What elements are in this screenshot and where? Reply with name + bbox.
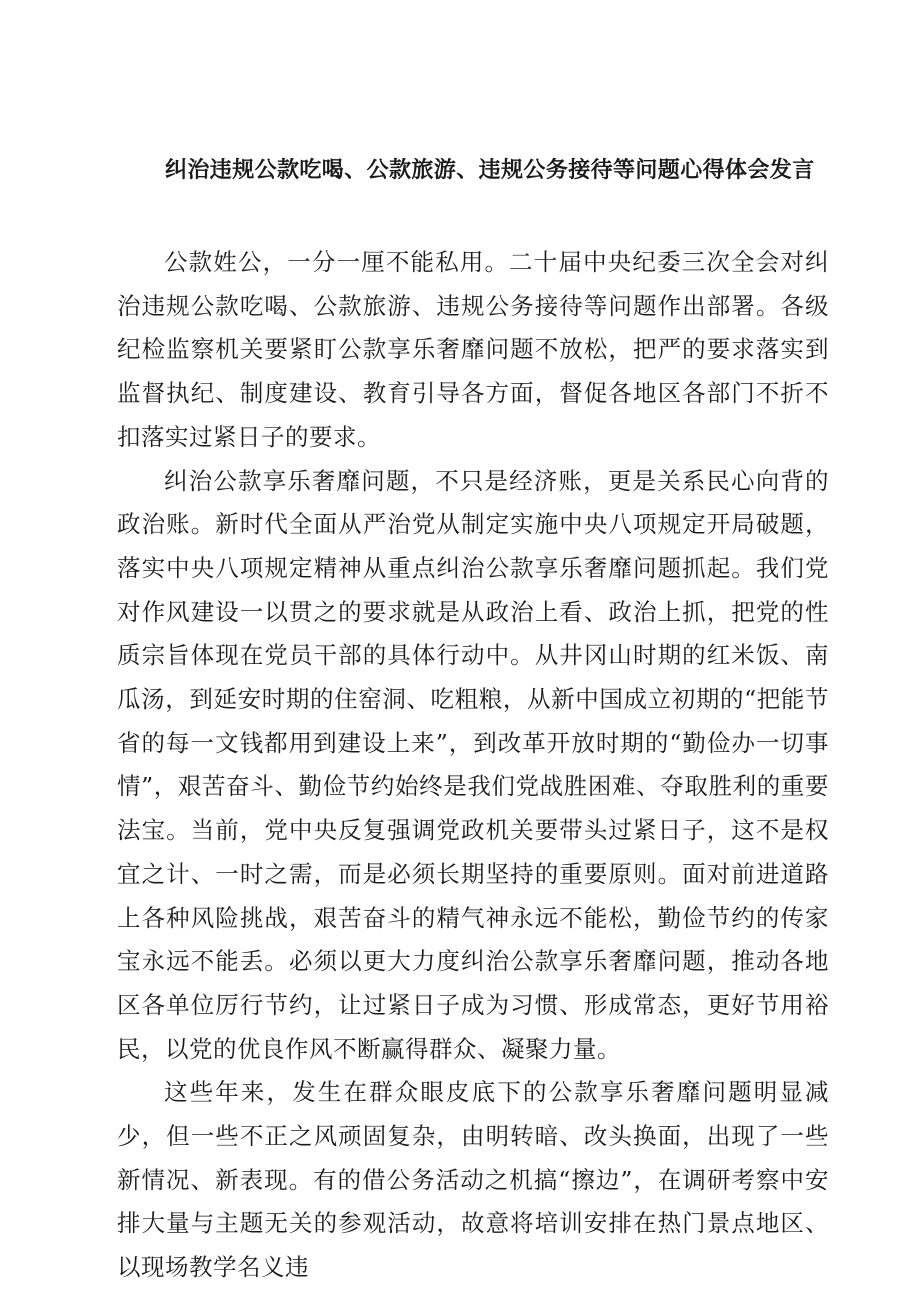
document-body: [117, 241, 829, 1290]
paragraph-1: 公款姓公，一分一厘不能私用。二十届中央纪委三次全会对纠治违规公款吃喝、公款旅游、违规公务接待等问题作出部署。各级纪检监察机关要紧盯公款享乐奢靡问题不放松，把严的要求落实到监督执纪、制度建设、教育引导各方面，督促各地区各部门不折不扣落实过紧日子的要求。: [117, 248, 829, 451]
paragraph-3: 这些年来，发生在群众眼皮底下的公款享乐奢靡问题明显减少，但一些不正之风顽固复杂，由明转暗、改头换面，出现了一些新情况、新表现。有的借公务活动之机搞“擦边”，在调研考察中安排大量与主题无关的参观活动，故意将培训安排在热门景点地区、以现场教学名义违: [117, 1078, 829, 1282]
document-title: 纠治违规公款吃喝、公款旅游、违规公务接待等问题心得体会发言: [165, 158, 815, 183]
paragraph-2: 纠治公款享乐奢靡问题，不只是经济账，更是关系民心向背的政治账。新时代全面从严治党从制定实施中央八项规定开局破题，落实中央八项规定精神从重点纠治公款享乐奢靡问题抓起。我们党对作风建设一以贯之的要求就是从政治上看、政治上抓，把党的性质宗旨体现在党员干部的具体行动中。从井冈山时期的红米饭、南瓜汤，到延安时期的住窑洞、吃粗粮，从新中国成立初期的“把能节省的每一文钱都用到建设上来”，到改革开放时期的“勤俭办一切事情”，艰苦奋斗、勤俭节约始终是我们党战胜困难、夺取胜利的重要法宝。当前，党中央反复强调党政机关要带头过紧日子，这不是权宜之计、一时之需，而是必须长期坚持的重要原则。面对前进道路上各种风险挑战，艰苦奋斗的精气神永远不能松，勤俭节约的传家宝永远不能丢。必须以更大力度纠治公款享乐奢靡问题，推动各地区各单位厉行节约，让过紧日子成为习惯、形成常态，更好节用裕民，以党的优良作风不断赢得群众、凝聚力量。: [117, 466, 829, 1063]
